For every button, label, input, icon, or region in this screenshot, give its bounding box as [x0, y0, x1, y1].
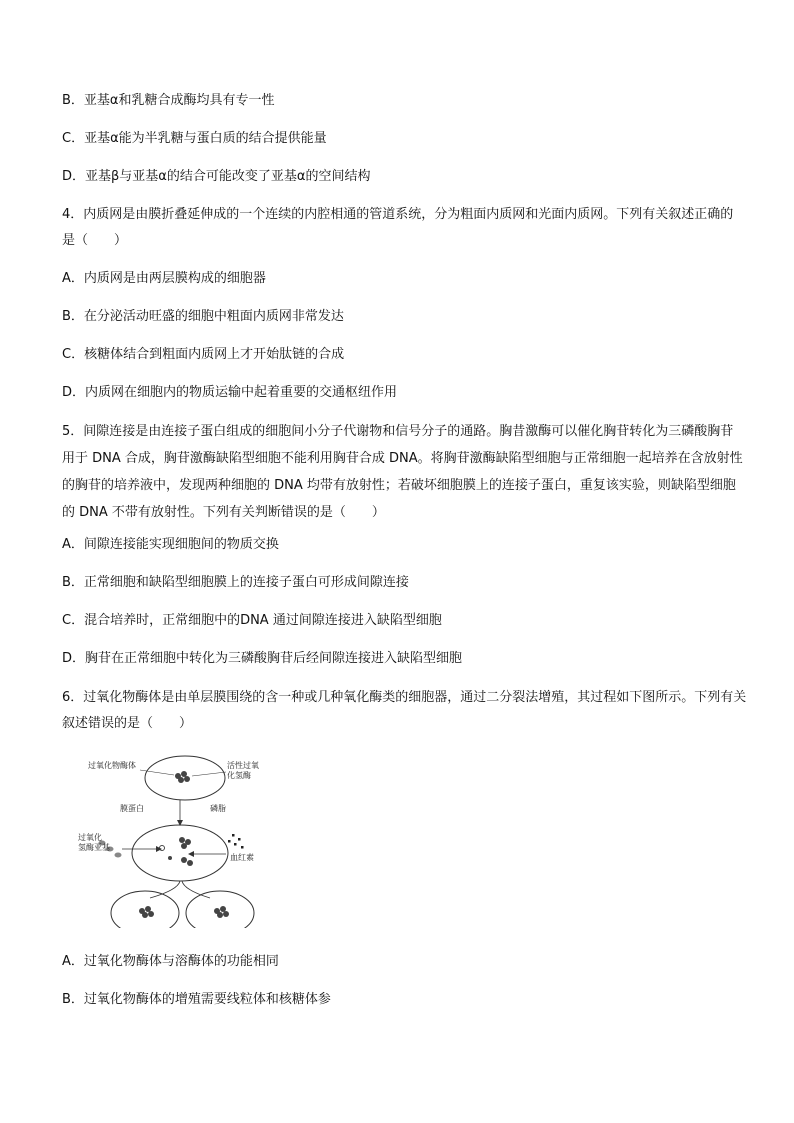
heme-molecules — [228, 834, 244, 849]
label-active-enzyme-2: 化氢酶 — [227, 771, 251, 780]
label-peroxisome: 过氧化物酶体 — [88, 761, 136, 770]
q4-option-d: D．内质网在细胞内的物质运输中起着重要的交通枢纽作用 — [62, 385, 398, 400]
q3-option-d: D．亚基β与亚基α的结合可能改变了亚基α的空间结构 — [62, 169, 371, 184]
q6-stem: 6．过氧化物酶体是由单层膜围绕的含一种或几种氧化酶类的细胞器，通过二分裂法增殖，其过程如下图所示。下列有关叙述错误的是（ ） — [62, 690, 747, 731]
peroxisome-division-diagram — [70, 748, 330, 928]
q3-option-b: B．亚基α和乳糖合成酶均具有专一性 — [62, 93, 275, 108]
q6-option-b: B．过氧化物酶体的增殖需要线粒体和核糖体参 — [62, 992, 331, 1007]
enzyme-cluster-left — [139, 906, 154, 918]
daughter-peroxisome-right — [186, 891, 254, 928]
q5-option-d: D．胸苷在正常细胞中转化为三磷酸胸苷后经间隙连接进入缺陷型细胞 — [62, 651, 463, 666]
q3-option-c: C．亚基α能为半乳糖与蛋白质的结合提供能量 — [62, 131, 327, 146]
q4-option-a: A．内质网是由两层膜构成的细胞器 — [62, 271, 266, 286]
q4-option-b: B．在分泌活动旺盛的细胞中粗面内质网非常发达 — [62, 309, 344, 324]
q5-option-b: B．正常细胞和缺陷型细胞膜上的连接子蛋白可形成间隙连接 — [62, 575, 409, 590]
daughter-peroxisome-left — [111, 891, 179, 928]
label-active-enzyme-1: 活性过氧 — [227, 761, 259, 770]
q4-stem: 4．内质网是由膜折叠延伸成的一个连续的内腔相通的管道系统，分为粗面内质网和光面内质网。下列有关叙述正确的是（ ） — [62, 207, 734, 248]
q4-option-c: C．核糖体结合到粗面内质网上才开始肽链的合成 — [62, 347, 345, 362]
q5-stem: 5．间隙连接是由连接子蛋白组成的细胞间小分子代谢物和信号分子的通路。胸昔激酶可以催化胸苷转化为三磷酸胸苷用于 DNA 合成，胸苷激酶缺陷型细胞不能利用胸苷合成 DNA。将胸苷激酶缺陷型细胞与正常细胞一起培养在含放射性的胸苷的培养液中，发现两种细胞的 DNA 均带有放射性；若破坏细胞膜上的连接子蛋白，重复该实验，则缺陷型细胞的 DNA 不带有放射性。下列有关判断错误的是（ ） — [62, 424, 743, 520]
label-subunit-2: 氢酶亚基 — [78, 843, 110, 852]
q5-option-c: C．混合培养时，正常细胞中的DNA 通过间隙连接进入缺陷型细胞 — [62, 613, 442, 628]
q5-option-a: A．间隙连接能实现细胞间的物质交换 — [62, 537, 279, 552]
enzyme-cluster-middle — [160, 837, 194, 866]
label-membrane-protein: 膜蛋白 — [120, 804, 144, 813]
q6-option-a: A．过氧化物酶体与溶酶体的功能相同 — [62, 954, 279, 969]
label-phospholipid: 磷脂 — [210, 804, 226, 813]
enzyme-cluster-right — [214, 906, 229, 918]
label-subunit-1: 过氧化 — [78, 833, 102, 842]
label-heme: 血红素 — [230, 853, 254, 862]
enzyme-cluster-top — [175, 771, 190, 783]
growing-peroxisome — [132, 825, 228, 881]
